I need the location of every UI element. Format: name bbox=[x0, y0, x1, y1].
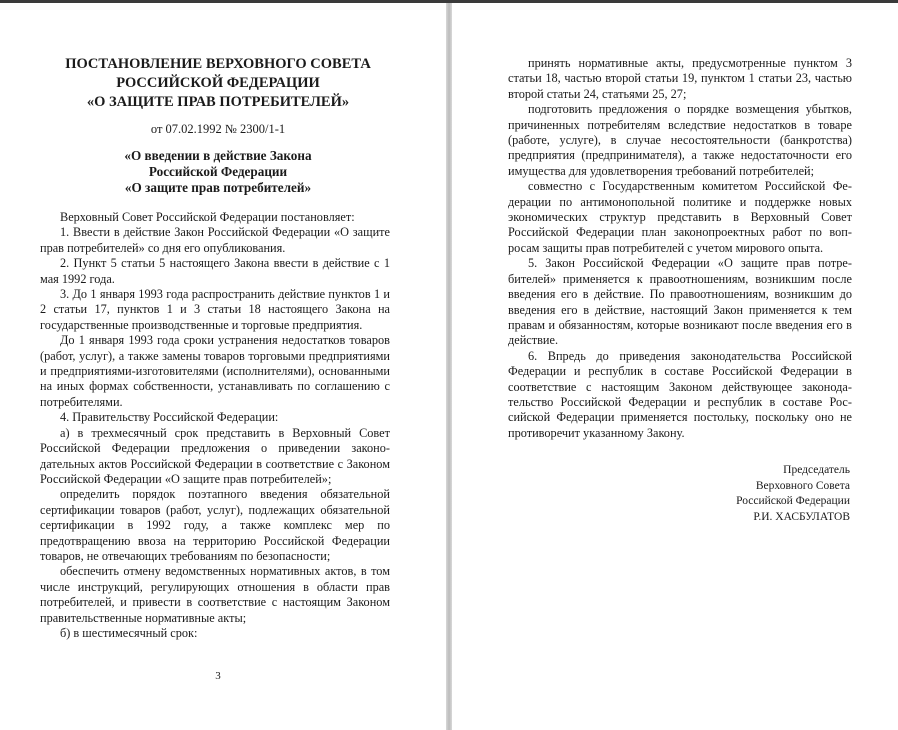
document-date: от 07.02.1992 № 2300/1-1 bbox=[150, 122, 286, 136]
paragraph: 2. Пункт 5 статьи 5 настоящего Закона ввести в действие с 1 мая 1992 года. bbox=[40, 256, 390, 286]
left-page bbox=[0, 3, 446, 730]
paragraph: определить порядок поэтапного введения обязательной сертификации товаров (работ, услуг), подлежащих обязательной сертификации в 1992 году, а также комплекс мер по предотвращению ввоза на территорию Российской Федерации товаров, не отвечающих требованиям по безопасности; bbox=[40, 487, 390, 563]
paragraph: 1. Ввести в действие Закон Российской Федерации «О защите прав потребителей» со дня его опубликования. bbox=[40, 225, 390, 255]
paragraph: б) в шестимесячный срок: bbox=[60, 625, 198, 640]
subtitle-line: «О введении в действие Закона bbox=[124, 148, 312, 163]
document-title bbox=[40, 55, 396, 112]
subtitle-line: Российской Федерации bbox=[148, 164, 288, 179]
signature-title: Верховного Совета bbox=[755, 479, 850, 492]
subtitle-line: «О защите прав потребителей» bbox=[124, 180, 312, 195]
title-line: ПОСТАНОВЛЕНИЕ ВЕРХОВНОГО СОВЕТА bbox=[65, 56, 371, 72]
signature-block bbox=[600, 463, 850, 525]
page-number: 3 bbox=[215, 670, 221, 682]
paragraph: 6. Впредь до приведения законодательства Российской Федерации и республик в составе Российской Федерации в соответствие с настоящим Законом действующее законодательство Российской Федерации и республик в составе Российской Федерации применяется постольку, поскольку оно не противоречит указанному Закону. bbox=[508, 348, 852, 440]
right-page bbox=[452, 3, 898, 730]
paragraph: совместно с Государственным комитетом Российской Федерации по антимонопольной политике и поддержке новых экономических структур представить в Верховный Совет Российской Федерации план законопроектных работ по вопросам защиты прав потребителей с учетом мирового опыта. bbox=[508, 179, 852, 255]
paragraph: 5. Закон Российской Федерации «О защите прав потребителей» применяется к правоотношениям, возникшим после введения его в действие. По правоотношениям, возникшим до введения его в действие, настоящий Закон применяется к тем правам и обязанностям, которые возникают после введения его в действие. bbox=[508, 256, 852, 348]
paragraph: 3. До 1 января 1993 года распространить действие пунктов 1 и 2 статьи 17, пунктов 1 и 3 статьи 18 настоящего Закона на государственные производственные и торговые предприятия. bbox=[40, 287, 390, 332]
signature-title: Российской Федерации bbox=[736, 495, 850, 507]
title-line: «О ЗАЩИТЕ ПРАВ ПОТРЕБИТЕЛЕЙ» bbox=[86, 94, 350, 110]
document-subtitle bbox=[40, 148, 396, 196]
signature-title: Председатель bbox=[783, 464, 850, 476]
paragraph: а) в трехмесячный срок представить в Верховный Совет Российской Федерации предложения о приведении законодательных актов Российской Федерации в соответствие с Законом Российской Федерации «О защите прав потребителей»; bbox=[40, 425, 390, 486]
paragraph: обеспечить отмену ведомственных нормативных актов, в том числе инструкций, регулирующих отношения в области прав потребителей, и привести в соответствие с настоящим Законом правительственные нормативные акты; bbox=[40, 564, 390, 625]
paragraph: 4. Правительству Российской Федерации: bbox=[60, 410, 279, 425]
signatory-name: Р.И. ХАСБУЛАТОВ bbox=[753, 510, 850, 523]
right-body-text bbox=[508, 56, 852, 441]
paragraph: До 1 января 1993 года сроки устранения недостатков товаров (работ, услуг), а также замены товаров торговыми предприятиями и предприятиями-изготовителями (исполнителями), основанными на иных формах собственности, устанавливать по соглашению с потребителями. bbox=[40, 333, 390, 409]
paragraph: принять нормативные акты, предусмотренные пунктом 3 статьи 18, частью второй статьи 19, пунктом 1 статьи 23, частью второй статьи 24, статьями 25, 27; bbox=[508, 56, 852, 101]
paragraph: подготовить предложения о порядке возмещения убытков, причиненных потребителям вследствие недостатков в товаре (работе, услуге), в случае несостоятельности (банкротства) предприятия (предпринимателя), а также недостаточности его имущества для удовлетворения требований потребителей; bbox=[508, 102, 852, 178]
paragraph: Верховный Совет Российской Федерации постановляет: bbox=[60, 210, 355, 224]
title-line: РОССИЙСКОЙ ФЕДЕРАЦИИ bbox=[116, 75, 320, 91]
left-body-text bbox=[40, 210, 390, 641]
